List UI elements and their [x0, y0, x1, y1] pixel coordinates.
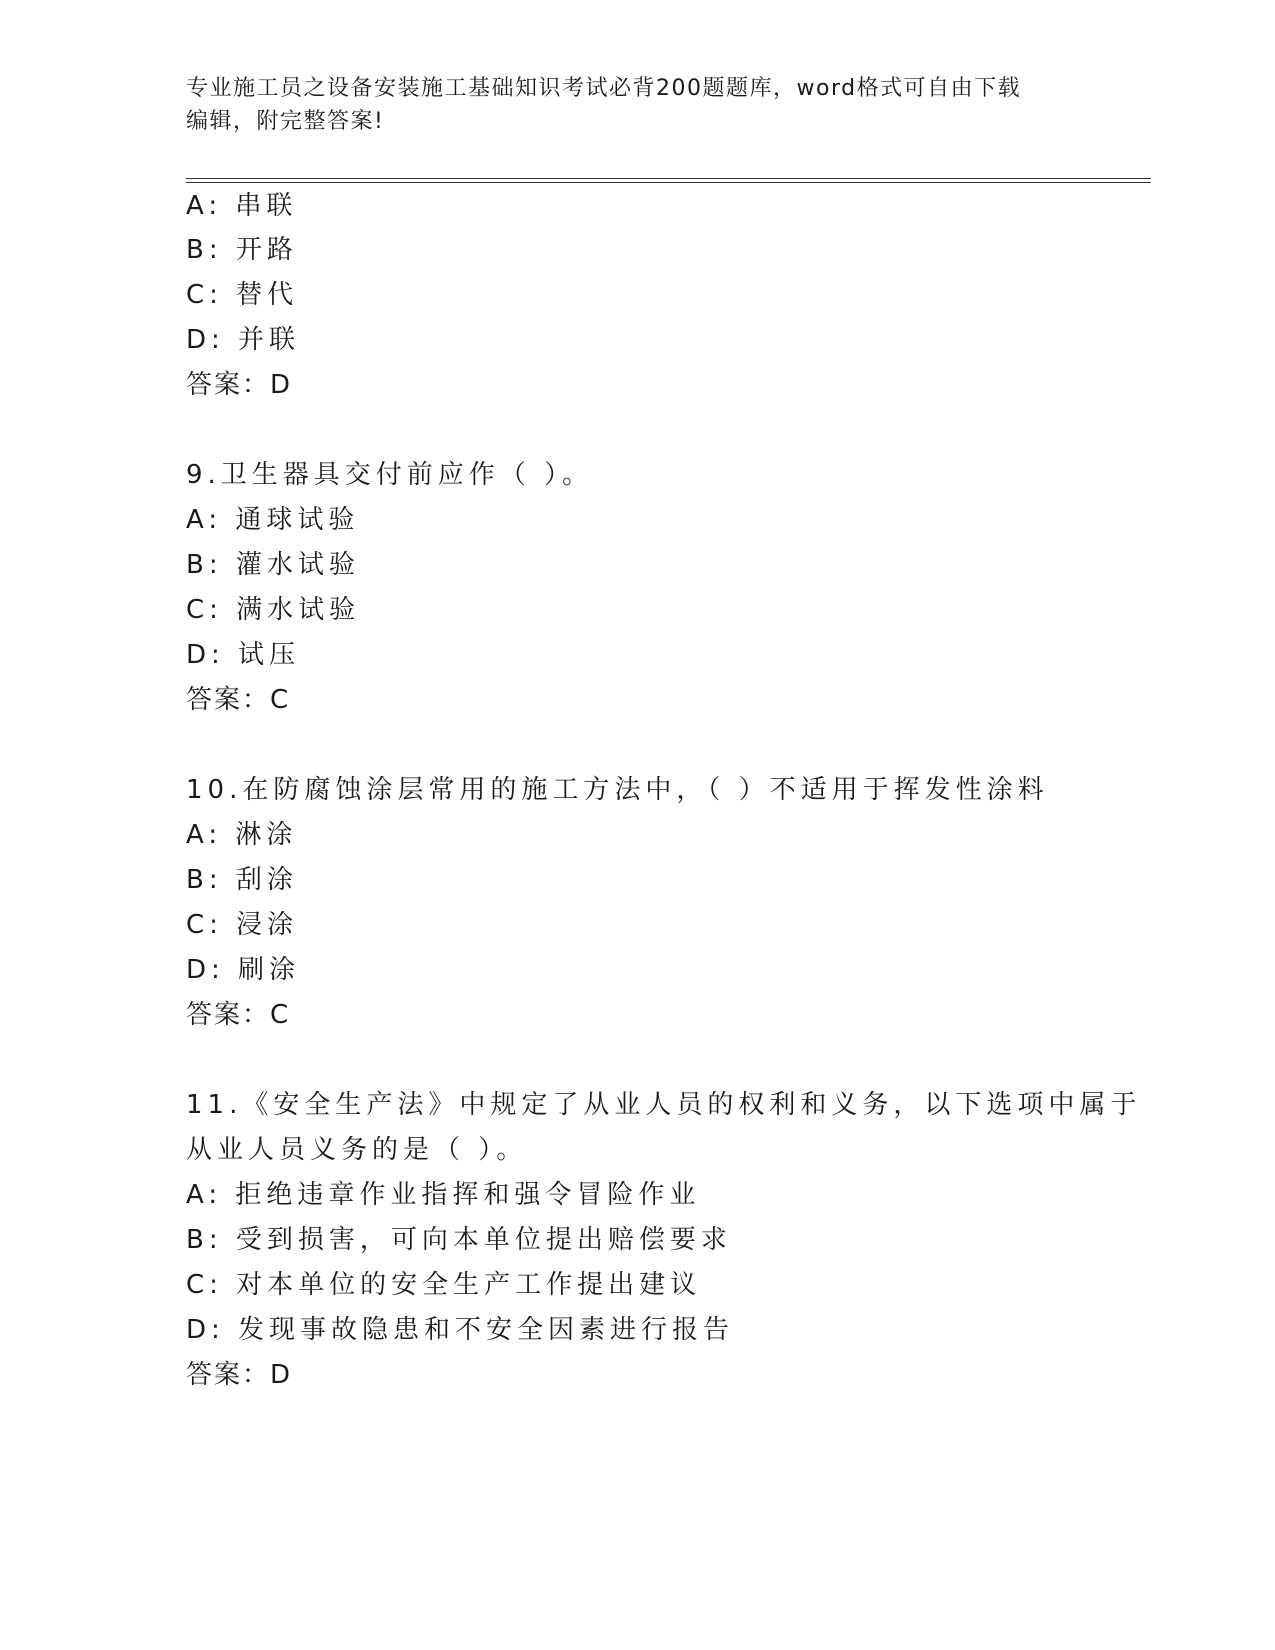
q11-question-line-2: 从业人员义务的是（ ）。: [186, 1135, 528, 1165]
document-header: [186, 72, 1066, 138]
q11-option-a: A: 拒绝违章作业指挥和强令冒险作业: [186, 1180, 701, 1210]
q9-question: 9.卫生器具交付前应作（ ）。: [186, 460, 594, 490]
header-title-line-2: 编辑，附完整答案!: [186, 109, 385, 134]
q9-answer: 答案：C: [186, 685, 291, 715]
q11-answer: 答案：D: [186, 1360, 293, 1390]
q9-option-a: A: 通球试验: [186, 505, 360, 535]
q10-option-c: C: 浸涂: [186, 910, 299, 940]
q8-option-a: A: 串联: [186, 191, 298, 221]
header-double-rule: [186, 178, 1151, 183]
q10-question: 10.在防腐蚀涂层常用的施工方法中，（ ）不适用于挥发性涂料: [186, 775, 1049, 805]
q9-option-d: D: 试压: [186, 640, 301, 670]
q10-option-a: A: 淋涂: [186, 820, 298, 850]
q11-option-d: D: 发现事故隐患和不安全因素进行报告: [186, 1315, 735, 1345]
q9-option-b: B: 灌水试验: [186, 550, 360, 580]
q8-option-b: B: 开路: [186, 235, 298, 265]
q11-option-b: B: 受到损害，可向本单位提出赔偿要求: [186, 1225, 732, 1255]
q10-answer: 答案：C: [186, 1000, 291, 1030]
q8-answer: 答案：D: [186, 370, 293, 400]
q9-option-c: C: 满水试验: [186, 595, 361, 625]
q11-option-c: C: 对本单位的安全生产工作提出建议: [186, 1270, 702, 1300]
header-title-line-1: 专业施工员之设备安装施工基础知识考试必背200题题库，word格式可自由下载: [186, 76, 1022, 101]
q10-option-b: B: 刮涂: [186, 865, 298, 895]
q8-option-d: D: 并联: [186, 325, 301, 355]
q11-question-line-1: 11.《安全生产法》中规定了从业人员的权利和义务，以下选项中属于: [186, 1090, 1142, 1120]
q8-option-c: C: 替代: [186, 280, 299, 310]
q10-option-d: D: 刷涂: [186, 955, 301, 985]
